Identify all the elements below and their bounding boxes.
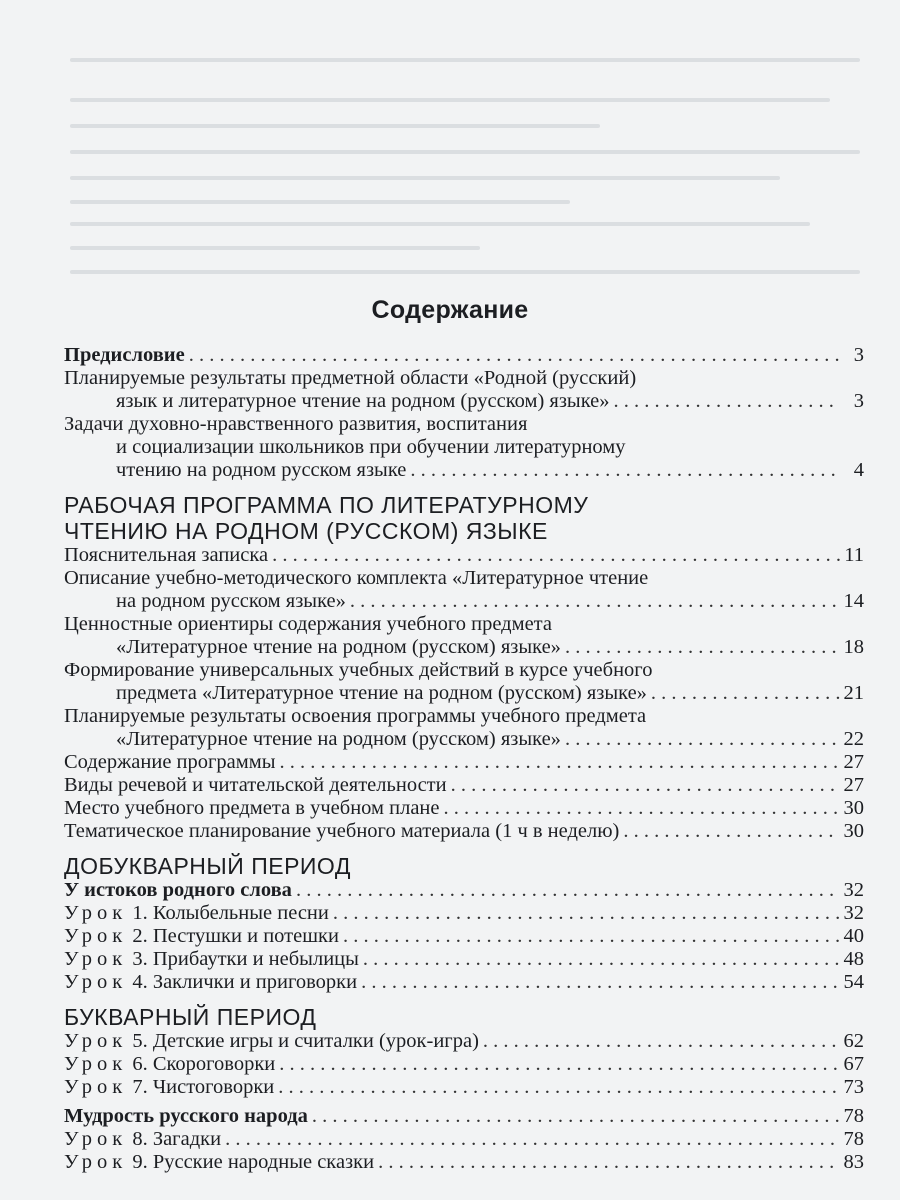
lesson-entry xyxy=(64,1076,864,1099)
page-number: 3 xyxy=(853,344,864,366)
toc-entry-label: Виды речевой и читательской деятельности xyxy=(64,774,447,796)
lesson-word: Урок xyxy=(64,902,128,924)
lesson-entry xyxy=(64,1151,864,1174)
toc-entry-label: Пояснительная записка xyxy=(64,544,269,566)
bleed-through-line xyxy=(70,200,570,204)
page-number: 11 xyxy=(844,544,864,566)
toc-entry-label: предмета «Литературное чтение на родном (русском) языке» xyxy=(116,682,647,704)
page-number: 32 xyxy=(843,902,864,924)
section-heading: ДОБУКВАРНЫЙ ПЕРИОД xyxy=(64,853,351,879)
dot-leader xyxy=(451,774,840,797)
toc-entry-explanatory xyxy=(64,544,864,567)
page-number: 14 xyxy=(843,590,864,612)
dot-leader xyxy=(350,590,840,613)
toc-entry-label: Предисловие xyxy=(64,344,185,366)
toc-entry-line: Описание учебно-методического комплекта «Литературное чтение xyxy=(64,567,649,589)
lesson-entry xyxy=(64,1128,864,1151)
bleed-through-line xyxy=(70,150,860,154)
lesson-word: Урок xyxy=(64,1030,128,1052)
toc-entry-label: 8. Загадки xyxy=(132,1128,222,1150)
page-number: 48 xyxy=(843,948,864,970)
toc-entry-subheading xyxy=(64,879,864,902)
toc-entry-label: 5. Детские игры и считалки (урок-игра) xyxy=(132,1030,479,1052)
toc-entry-content xyxy=(64,751,864,774)
lesson-word: Урок xyxy=(64,1128,128,1150)
lesson-entry xyxy=(64,902,864,925)
page-number: 67 xyxy=(843,1053,864,1075)
dot-leader xyxy=(410,459,840,482)
section-heading: БУКВАРНЫЙ ПЕРИОД xyxy=(64,1004,317,1030)
bleed-through-line xyxy=(70,246,480,250)
toc-entry-mastery xyxy=(64,728,864,751)
dot-leader xyxy=(483,1030,840,1053)
dot-leader xyxy=(444,797,840,820)
toc-entry-planned-results xyxy=(64,390,864,413)
lesson-word: Урок xyxy=(64,971,128,993)
toc-entry-label: Тематическое планирование учебного материала (1 ч в неделю) xyxy=(64,820,620,842)
page-number: 78 xyxy=(843,1128,864,1150)
page-number: 27 xyxy=(843,774,864,796)
toc-entry-label: 7. Чистоговорки xyxy=(132,1076,275,1098)
section-heading: РАБОЧАЯ ПРОГРАММА ПО ЛИТЕРАТУРНОМУ xyxy=(64,492,589,518)
toc-entry-speech xyxy=(64,774,864,797)
lesson-entry xyxy=(64,1030,864,1053)
toc-entry-label: 4. Заклички и приговорки xyxy=(132,971,358,993)
bleed-through-line xyxy=(70,124,600,128)
bleed-through-line xyxy=(70,98,830,102)
page-number: 4 xyxy=(853,459,864,481)
page-number: 30 xyxy=(843,797,864,819)
toc-entry-line: Задачи духовно-нравственного развития, воспитания xyxy=(64,413,528,435)
page-number: 73 xyxy=(843,1076,864,1098)
page-number: 18 xyxy=(843,636,864,658)
toc-entry-label: 2. Пестушки и потешки xyxy=(132,925,339,947)
dot-leader xyxy=(651,682,840,705)
toc-entry-label: 3. Прибаутки и небылицы xyxy=(132,948,359,970)
toc-entry-label: 1. Колыбельные песни xyxy=(132,902,329,924)
toc-entry-values xyxy=(64,636,864,659)
lesson-entry xyxy=(64,948,864,971)
page-number: 54 xyxy=(843,971,864,993)
toc-entry-preface xyxy=(64,344,864,367)
toc-entry-line: Планируемые результаты освоения программы учебного предмета xyxy=(64,705,647,727)
lesson-entry xyxy=(64,925,864,948)
lesson-list xyxy=(64,1030,864,1099)
dot-leader xyxy=(280,751,840,774)
lesson-word: Урок xyxy=(64,1151,128,1173)
dot-leader xyxy=(296,879,840,902)
lesson-word: Урок xyxy=(64,925,128,947)
page-number: 83 xyxy=(843,1151,864,1173)
lesson-word: Урок xyxy=(64,948,128,970)
toc-entry-thematic xyxy=(64,820,864,843)
toc-entry-subheading xyxy=(64,1105,864,1128)
toc-entry-label: «Литературное чтение на родном (русском) языке» xyxy=(116,728,561,750)
toc-entry-label: 6. Скороговорки xyxy=(132,1053,276,1075)
page-number: 21 xyxy=(843,682,864,704)
lesson-word: Урок xyxy=(64,1053,128,1075)
page-title: Содержание xyxy=(371,296,529,324)
toc-entry-label: чтению на родном русском языке xyxy=(116,459,407,481)
lesson-list xyxy=(64,902,864,994)
toc-entry-label: Место учебного предмета в учебном плане xyxy=(64,797,440,819)
section-heading: ЧТЕНИЮ НА РОДНОМ (РУССКОМ) ЯЗЫКЕ xyxy=(64,518,548,544)
dot-leader xyxy=(333,902,840,925)
page-number: 27 xyxy=(843,751,864,773)
toc-entry-line: Формирование универсальных учебных действий в курсе учебного xyxy=(64,659,653,681)
toc-entry-line: и социализации школьников при обучении литературному xyxy=(116,436,626,458)
toc-entry-label: Мудрость русского народа xyxy=(64,1105,308,1127)
dot-leader xyxy=(225,1128,839,1151)
toc-entry-label: на родном русском языке» xyxy=(116,590,346,612)
page-number: 3 xyxy=(853,390,864,412)
dot-leader xyxy=(279,1053,839,1076)
dot-leader xyxy=(565,728,840,751)
toc-entry-label: «Литературное чтение на родном (русском) языке» xyxy=(116,636,561,658)
page-number: 40 xyxy=(843,925,864,947)
toc-entry-line: Планируемые результаты предметной области «Родной (русский) xyxy=(64,367,637,389)
dot-leader xyxy=(623,820,839,843)
dot-leader xyxy=(363,948,840,971)
toc-entry-label: язык и литературное чтение на родном (русском) языке» xyxy=(116,390,610,412)
toc-entry-label: 9. Русские народные сказки xyxy=(132,1151,375,1173)
table-of-contents xyxy=(64,344,864,1174)
bleed-through-line xyxy=(70,270,860,274)
toc-entry-place xyxy=(64,797,864,820)
dot-leader xyxy=(361,971,839,994)
page-number: 22 xyxy=(843,728,864,750)
dot-leader xyxy=(189,344,840,367)
dot-leader xyxy=(378,1151,839,1174)
toc-entry-umk xyxy=(64,590,864,613)
page-number: 30 xyxy=(843,820,864,842)
dot-leader xyxy=(278,1076,839,1099)
page-number: 32 xyxy=(843,879,864,901)
page-number: 78 xyxy=(843,1105,864,1127)
dot-leader xyxy=(565,636,840,659)
toc-entry-label: Содержание программы xyxy=(64,751,276,773)
dot-leader xyxy=(343,925,840,948)
dot-leader xyxy=(614,390,841,413)
lesson-entry xyxy=(64,1053,864,1076)
dot-leader xyxy=(312,1105,840,1128)
lesson-word: Урок xyxy=(64,1076,128,1098)
toc-entry-label: У истоков родного слова xyxy=(64,879,292,901)
page-number: 62 xyxy=(843,1030,864,1052)
bleed-through-line xyxy=(70,58,860,62)
toc-entry-line: Ценностные ориентиры содержания учебного предмета xyxy=(64,613,552,635)
bleed-through-line xyxy=(70,222,810,226)
lesson-list xyxy=(64,1128,864,1174)
dot-leader xyxy=(272,544,840,567)
bleed-through-line xyxy=(70,176,780,180)
toc-entry-tasks xyxy=(64,459,864,482)
toc-entry-uud xyxy=(64,682,864,705)
lesson-entry xyxy=(64,971,864,994)
